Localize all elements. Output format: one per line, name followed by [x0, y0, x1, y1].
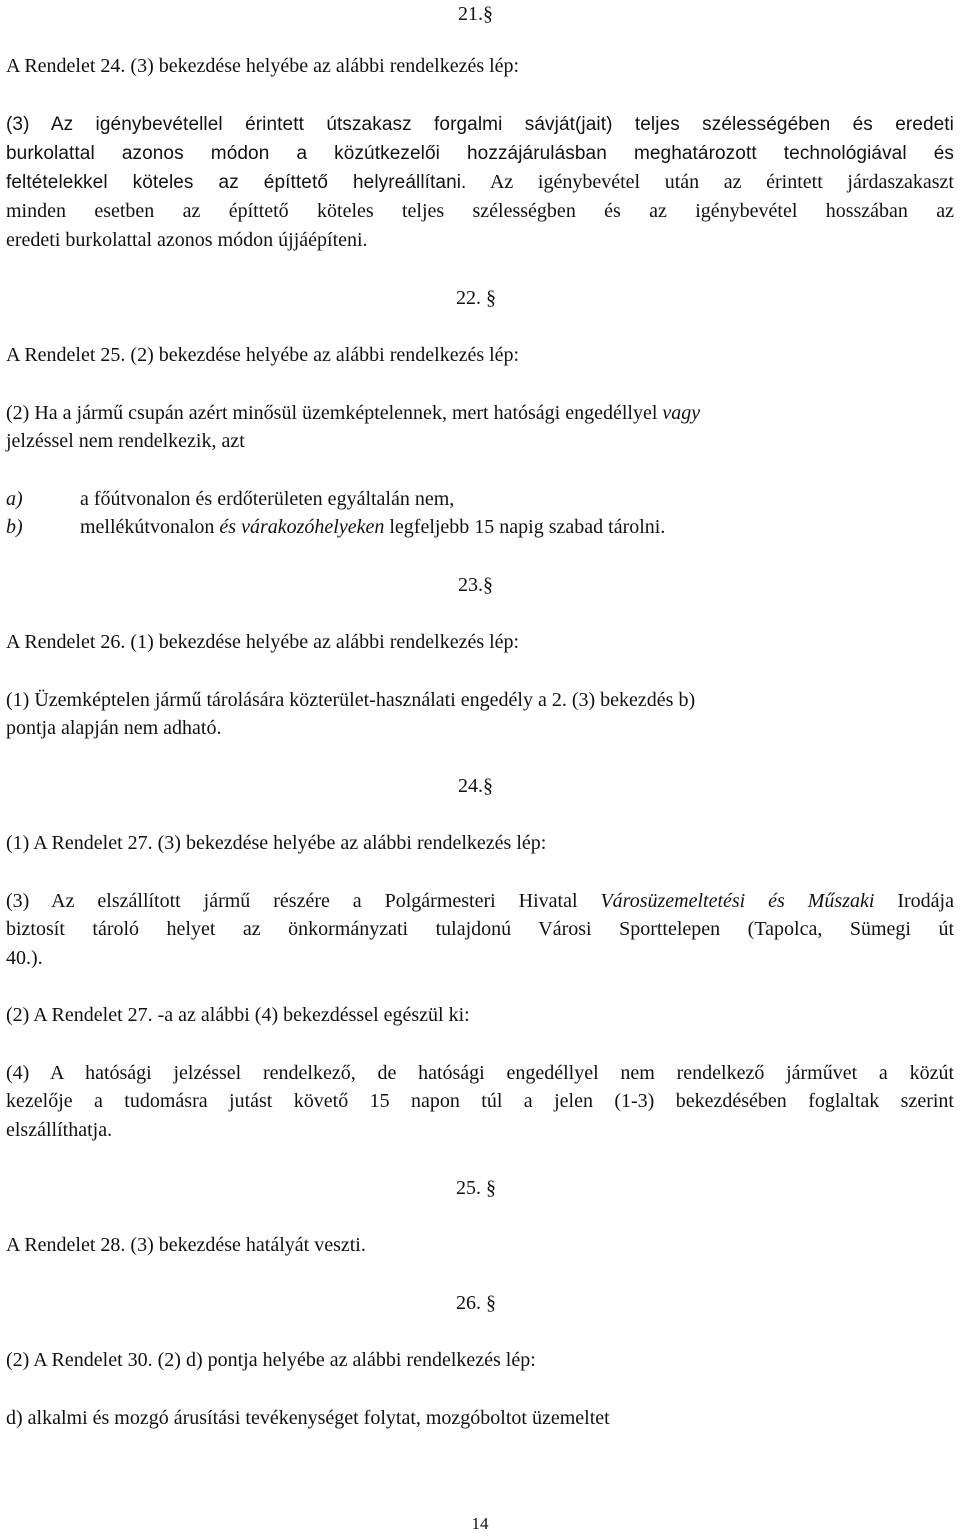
paragraph-line: biztosít tároló helyet az önkormányzati tulajdonú Városi Sporttelepen (Tapolca, Sümegi út — [6, 918, 954, 940]
section-heading-22: 22. § — [456, 287, 496, 309]
paragraph-line: d) alkalmi és mozgó árusítási tevékenységet folytat, mozgóboltot üzemeltet — [6, 1407, 610, 1429]
paragraph-line: pontja alapján nem adható. — [6, 717, 222, 739]
paragraph-line: eredeti burkolattal azonos módon újjáépíteni. — [6, 229, 368, 251]
section-heading-24: 24.§ — [458, 775, 493, 797]
paragraph-line: (1) Üzemképtelen jármű tárolására közterület-használati engedély a 2. (3) bekezdés b) — [6, 689, 696, 711]
amendment-intro: (2) A Rendelet 27. -a az alábbi (4) bekezdéssel egészül ki: — [6, 1004, 470, 1026]
paragraph-line: A Rendelet 28. (3) bekezdése hatályát veszti. — [6, 1234, 366, 1256]
section-heading-21: 21.§ — [458, 3, 493, 25]
paragraph-line: (3) Az igénybevétellel érintett útszakasz forgalmi sávját(jait) teljes szélességében és eredeti — [6, 114, 954, 135]
paragraph-line: feltételekkel köteles az építtető helyreállítani. Az igénybevétel után az érintett járdaszakaszt — [6, 171, 954, 193]
paragraph-line: elszállíthatja. — [6, 1119, 113, 1141]
paragraph-line: (2) Ha a jármű csupán azért minősül üzemképtelennek, mert hatósági engedéllyel vagy — [6, 402, 701, 424]
paragraph-line: burkolattal azonos módon a közútkezelői hozzájárulásban meghatározott technológiával és — [6, 143, 954, 164]
list-item: a) a főútvonalon és erdőterületen egyáltalán nem, — [6, 488, 455, 510]
paragraph-line: kezelője a tudomásra jutást követő 15 napon túl a jelen (1-3) bekezdésében foglaltak szerint — [6, 1090, 954, 1112]
paragraph-line: minden esetben az építtető köteles teljes szélességben és az igénybevétel hosszában az — [6, 200, 954, 222]
amendment-intro: A Rendelet 26. (1) bekezdése helyébe az alábbi rendelkezés lép: — [6, 631, 520, 653]
amendment-intro: (1) A Rendelet 27. (3) bekezdése helyébe az alábbi rendelkezés lép: — [6, 832, 547, 854]
section-heading-26: 26. § — [456, 1292, 496, 1314]
paragraph-line: jelzéssel nem rendelkezik, azt — [6, 430, 245, 452]
paragraph-line: (4) A hatósági jelzéssel rendelkező, de hatósági engedéllyel nem rendelkező járművet a közút — [6, 1062, 954, 1084]
list-item: b) mellékútvonalon és várakozóhelyeken legfeljebb 15 napig szabad tárolni. — [6, 516, 666, 538]
section-heading-23: 23.§ — [458, 574, 493, 596]
page-number: 14 — [471, 1514, 489, 1533]
section-heading-25: 25. § — [456, 1177, 496, 1199]
paragraph-line: 40.). — [6, 947, 43, 969]
amendment-intro: A Rendelet 25. (2) bekezdése helyébe az alábbi rendelkezés lép: — [6, 344, 520, 366]
amendment-intro: (2) A Rendelet 30. (2) d) pontja helyébe az alábbi rendelkezés lép: — [6, 1349, 536, 1371]
amendment-intro: A Rendelet 24. (3) bekezdése helyébe az alábbi rendelkezés lép: — [6, 55, 520, 77]
paragraph-line: (3) Az elszállított jármű részére a Polgármesteri Hivatal Városüzemeltetési és Műszaki Irodája — [6, 890, 954, 912]
